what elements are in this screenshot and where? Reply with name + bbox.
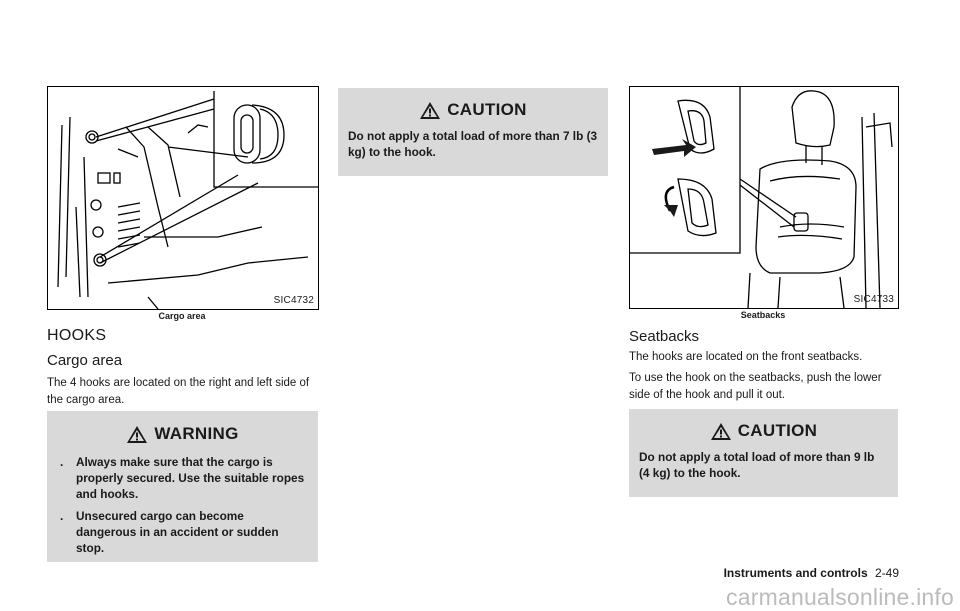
caution-box-load-7lb — [338, 88, 608, 176]
bullet: . — [60, 455, 64, 469]
body-paragraph: The 4 hooks are located on the right and left side of the cargo area. — [47, 377, 310, 406]
caution-triangle-icon — [710, 422, 732, 441]
warning-title-text: WARNING — [154, 424, 239, 443]
caution-title-text: CAUTION — [737, 421, 818, 440]
footer-section-title: Instruments and controls — [723, 566, 868, 580]
warning-box — [47, 411, 318, 562]
caution-title — [338, 100, 608, 120]
subsection-heading: Seatbacks — [629, 328, 700, 345]
seatbacks-figure — [629, 86, 899, 309]
section-heading: HOOKS — [47, 327, 107, 344]
bullet: . — [60, 509, 64, 523]
warning-item — [60, 508, 306, 556]
body-paragraph: To use the hook on the seatbacks, push the lower side of the hook and pull it out. — [629, 372, 882, 401]
page-number: 2-49 — [874, 566, 899, 580]
cargo-area-illustration — [48, 87, 318, 309]
seatbacks-illustration — [630, 87, 898, 308]
warning-item — [60, 454, 306, 502]
warning-item-text: Unsecured cargo can become dangerous in an accident or sudden stop. — [76, 509, 279, 555]
caution-text: Do not apply a total load of more than 9 lb (4 kg) to the hook. — [639, 450, 875, 480]
figure-caption: Seatbacks — [740, 310, 786, 320]
body-paragraph: The hooks are located on the front seatbacks. — [629, 351, 863, 363]
caution-box-load-9lb — [629, 409, 898, 497]
figure-code: SIC4732 — [273, 295, 314, 306]
warning-item-text: Always make sure that the cargo is properly secured. Use the suitable ropes and hooks. — [76, 455, 305, 501]
warning-title — [47, 424, 318, 444]
figure-caption: Cargo area — [158, 311, 206, 321]
caution-text: Do not apply a total load of more than 7 lb (3 kg) to the hook. — [348, 129, 598, 159]
caution-title — [629, 421, 898, 441]
page-footer — [724, 566, 899, 580]
cargo-area-figure — [47, 86, 319, 310]
figure-code: SIC4733 — [853, 294, 894, 305]
warning-triangle-icon — [126, 425, 148, 444]
caution-title-text: CAUTION — [447, 100, 527, 119]
subsection-heading: Cargo area — [47, 352, 123, 369]
watermark: carmanualsonline.info — [726, 584, 954, 610]
caution-triangle-icon — [419, 101, 441, 120]
